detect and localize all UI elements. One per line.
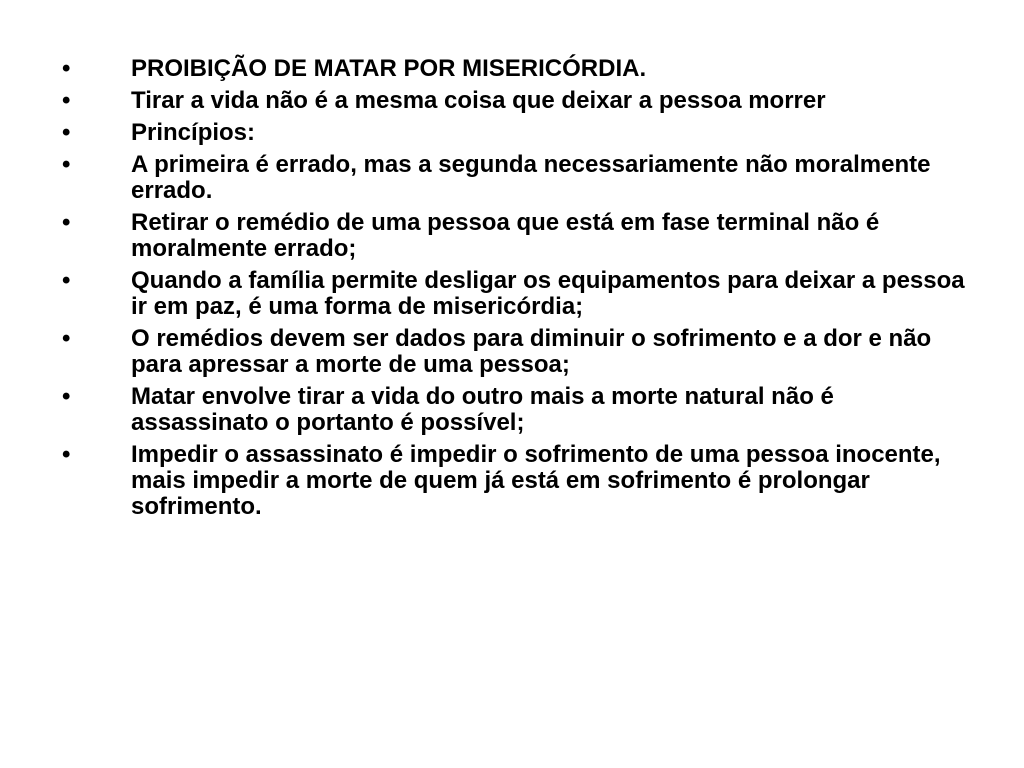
bullet-icon: • xyxy=(62,55,71,82)
bullet-item xyxy=(56,88,976,114)
bullet-list xyxy=(56,56,976,526)
bullet-icon: • xyxy=(62,383,71,410)
bullet-text: O remédios devem ser dados para diminuir o sofrimento e a dor e não para apressar a morte de uma pessoa; xyxy=(131,325,932,378)
bullet-icon: • xyxy=(62,441,71,468)
bullet-text: Retirar o remédio de uma pessoa que está em fase terminal não é moralmente errado; xyxy=(131,209,880,262)
bullet-icon: • xyxy=(62,151,71,178)
bullet-text: Tirar a vida não é a mesma coisa que deixar a pessoa morrer xyxy=(131,87,826,114)
bullet-item xyxy=(56,120,976,146)
bullet-text: A primeira é errado, mas a segunda necessariamente não moralmente errado. xyxy=(131,151,931,204)
bullet-text: Impedir o assassinato é impedir o sofrimento de uma pessoa inocente, mais impedir a morte de quem já está em sofrimento é prolongar sofrimento. xyxy=(131,441,941,520)
bullet-item xyxy=(56,326,976,378)
bullet-item xyxy=(56,56,976,82)
bullet-text: Princípios: xyxy=(131,119,256,146)
bullet-icon: • xyxy=(62,87,71,114)
bullet-item xyxy=(56,152,976,204)
bullet-item xyxy=(56,384,976,436)
bullet-item xyxy=(56,268,976,320)
bullet-text: PROIBIÇÃO DE MATAR POR MISERICÓRDIA. xyxy=(131,55,647,82)
bullet-text: Matar envolve tirar a vida do outro mais a morte natural não é assassinato o portanto é possível; xyxy=(131,383,834,436)
bullet-icon: • xyxy=(62,267,71,294)
bullet-text: Quando a família permite desligar os equipamentos para deixar a pessoa ir em paz, é uma forma de misericórdia; xyxy=(131,267,965,320)
bullet-icon: • xyxy=(62,119,71,146)
bullet-item xyxy=(56,210,976,262)
bullet-item xyxy=(56,442,976,520)
bullet-icon: • xyxy=(62,209,71,236)
bullet-icon: • xyxy=(62,325,71,352)
